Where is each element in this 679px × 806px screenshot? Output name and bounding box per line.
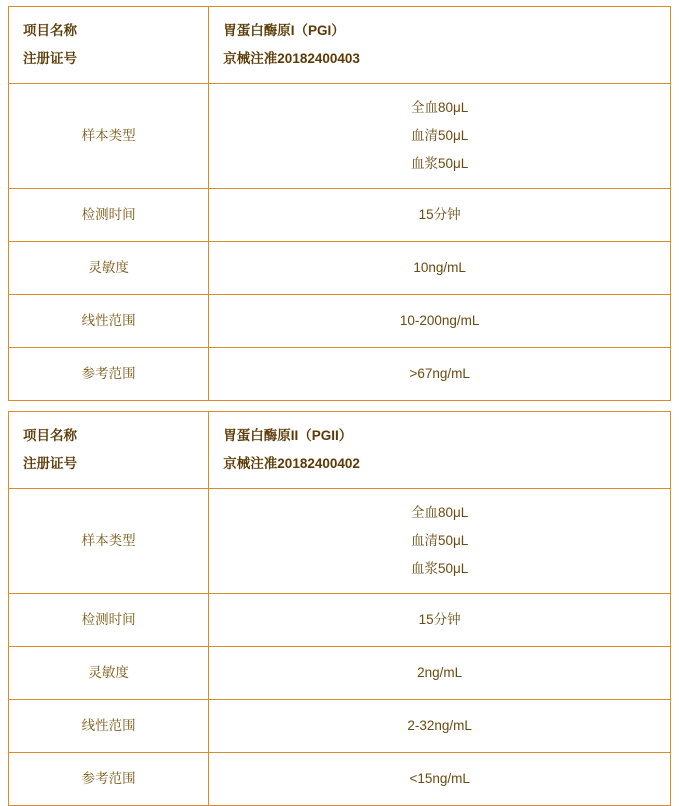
header-label-cell [9, 7, 209, 84]
table-row-reference-range [9, 753, 671, 806]
spec-table-pgi [8, 6, 671, 401]
row-label-cell [9, 242, 209, 295]
row-label: 参考范围 [81, 366, 136, 381]
header-label-line1: 项目名称 [23, 23, 77, 38]
row-label: 灵敏度 [88, 260, 129, 275]
row-label-cell [9, 647, 209, 700]
row-value-cell [209, 84, 671, 189]
sample-type-line-1: 全血80μL [410, 505, 469, 520]
table-row-linear-range [9, 295, 671, 348]
product-name: 胃蛋白酶原II（PGII） [223, 428, 353, 443]
table-row-sensitivity [9, 647, 671, 700]
row-label-cell [9, 753, 209, 806]
table-row-sample-type [9, 84, 671, 189]
table-row-linear-range [9, 700, 671, 753]
sample-type-line-3: 血浆50μL [410, 156, 469, 171]
row-label: 参考范围 [81, 771, 136, 786]
header-label-line2: 注册证号 [23, 51, 77, 66]
row-label: 线性范围 [81, 313, 136, 328]
table-row-reference-range [9, 348, 671, 401]
table-row-header [9, 7, 671, 84]
header-label-cell [9, 412, 209, 489]
row-value: 10ng/mL [413, 260, 466, 275]
table-row-test-time [9, 594, 671, 647]
table-row-test-time [9, 189, 671, 242]
sample-type-line-3: 血浆50μL [410, 561, 469, 576]
row-label: 检测时间 [81, 612, 136, 627]
header-value-cell [209, 7, 671, 84]
table-row-sample-type [9, 489, 671, 594]
spec-table-pgii [8, 411, 671, 806]
row-label: 检测时间 [81, 207, 136, 222]
row-label-cell [9, 700, 209, 753]
row-label: 灵敏度 [88, 665, 129, 680]
table-row-sensitivity [9, 242, 671, 295]
row-value-cell [209, 753, 671, 806]
row-value: 15分钟 [418, 612, 461, 627]
row-value-cell [209, 594, 671, 647]
registration-number: 京械注准20182400402 [223, 456, 360, 471]
header-value-cell [209, 412, 671, 489]
row-value-cell [209, 189, 671, 242]
row-value-cell [209, 295, 671, 348]
row-value-cell [209, 489, 671, 594]
row-value-cell [209, 348, 671, 401]
header-label-line2: 注册证号 [23, 456, 77, 471]
product-name: 胃蛋白酶原I（PGI） [223, 23, 345, 38]
row-value: <15ng/mL [409, 771, 470, 786]
row-value-cell [209, 700, 671, 753]
sample-type-line-2: 血清50μL [410, 533, 469, 548]
row-label: 样本类型 [81, 533, 136, 548]
row-label-cell [9, 594, 209, 647]
sample-type-line-2: 血清50μL [410, 128, 469, 143]
registration-number: 京械注准20182400403 [223, 51, 360, 66]
row-label: 样本类型 [81, 128, 136, 143]
row-label-cell [9, 489, 209, 594]
row-value: 10-200ng/mL [399, 313, 480, 328]
sample-type-line-1: 全血80μL [410, 100, 469, 115]
row-label-cell [9, 348, 209, 401]
row-label: 线性范围 [81, 718, 136, 733]
row-value: 2-32ng/mL [407, 718, 472, 733]
row-value-cell [209, 647, 671, 700]
row-value-cell [209, 242, 671, 295]
row-value: 2ng/mL [417, 665, 463, 680]
row-label-cell [9, 84, 209, 189]
row-value: 15分钟 [418, 207, 461, 222]
header-label-line1: 项目名称 [23, 428, 77, 443]
row-label-cell [9, 189, 209, 242]
table-row-header [9, 412, 671, 489]
row-value: >67ng/mL [409, 366, 470, 381]
row-label-cell [9, 295, 209, 348]
